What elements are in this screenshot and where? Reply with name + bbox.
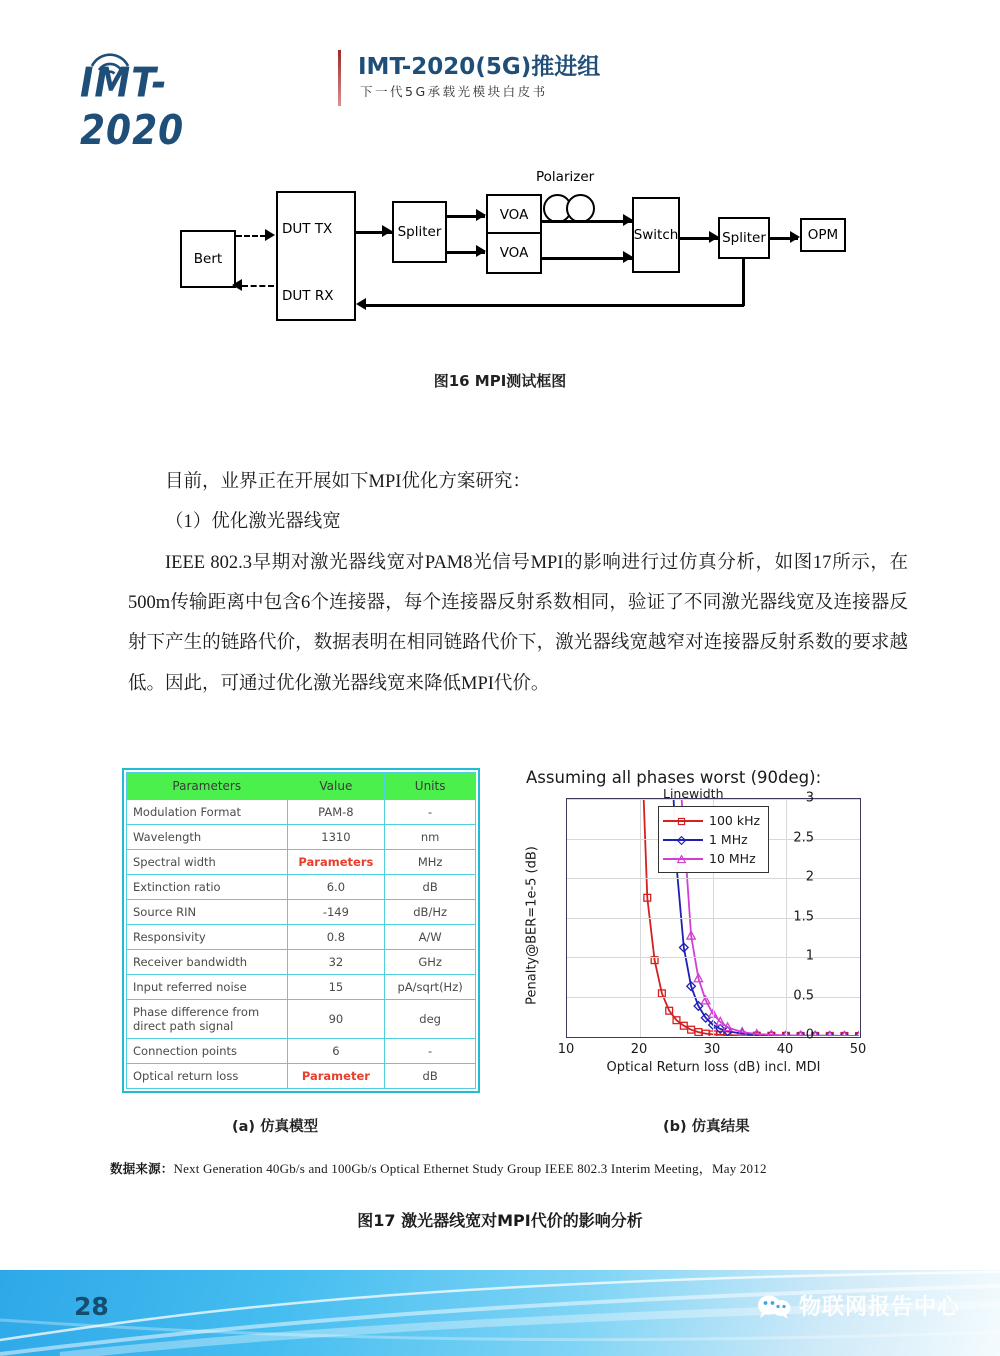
cell-value: 1310 [287,825,385,850]
chart-y-tick-label: 0 [805,1027,814,1043]
chart-legend-item [663,811,760,830]
diagram-label-dut-tx: DUT TX [282,221,333,237]
figure17-caption: 图17 激光器线宽对MPI代价的影响分析 [357,1211,643,1230]
cell-units: dB/Hz [385,900,476,925]
feedback-line-horizontal [366,304,744,307]
table-row [127,1039,476,1064]
paragraph-item-1-title: （1）优化激光器线宽 [165,512,341,533]
chart-x-tick-label: 30 [703,1042,721,1057]
mpi-test-block-diagram [170,169,840,340]
chart-y-tick-label: 2.5 [793,830,814,845]
chart-legend-marker [677,817,686,826]
cell-units: dB [385,875,476,900]
arrow-spliter2-to-opm [790,231,800,243]
diagram-block-switch: Switch [632,197,680,273]
chart-data-point [678,818,684,824]
diagram-label-polarizer: Polarizer [536,169,595,185]
cell-value: 15 [287,975,385,1000]
chart-x-tick-label: 50 [849,1042,867,1057]
source-note-text: Next Generation 40Gb/s and 100Gb/s Optical Ethernet Study Group IEEE 802.3 Interim Meeting，May 2012 [173,1161,767,1176]
column-header-units: Units [385,773,476,800]
column-header-parameters: Parameters [127,773,288,800]
diagram-block-bert: Bert [180,230,236,288]
link-bert-to-dut-tx [236,235,266,237]
chart-legend-item [663,830,760,849]
cell-units: GHz [385,950,476,975]
diagram-block-voa-bottom: VOA [486,232,542,274]
diagram-block-spliter1: Spliter [392,201,447,263]
subcaption-b: (b) 仿真结果 [663,1119,750,1135]
link-voa-top-to-switch [542,220,632,223]
diagram-block-voa-top: VOA [486,194,542,236]
cell-units: - [385,800,476,825]
cell-parameter: Connection points [127,1039,288,1064]
header-divider [338,50,341,106]
cell-parameter: Phase difference from direct path signal [127,1000,288,1039]
table-header-row [127,773,476,800]
table-row [127,875,476,900]
cell-parameter: Optical return loss [127,1064,288,1089]
cell-parameter: Modulation Format [127,800,288,825]
page-number: 28 [74,1292,109,1321]
chart-data-point [678,836,686,844]
wechat-watermark [757,1290,960,1321]
chart-x-tick-label: 10 [557,1042,575,1057]
cell-parameter: Wavelength [127,825,288,850]
polarizer-loop-2 [566,194,595,223]
cell-value: 0.8 [287,925,385,950]
feedback-line-vertical [742,259,745,306]
table-row [127,900,476,925]
logo-wordmark: IMT-2020 [80,59,185,155]
table-row [127,975,476,1000]
chart-gridline-vertical [640,799,641,1037]
diagram-block-opm: OPM [800,218,846,252]
column-header-value: Value [287,773,385,800]
chart-legend-label: 10 MHz [709,851,756,866]
table-row [127,850,476,875]
arrow-spliter1-to-voa-top [476,209,486,221]
cell-value: 90 [287,1000,385,1039]
cell-units: dB [385,1064,476,1089]
cell-parameter: Source RIN [127,900,288,925]
chart-legend-marker [677,855,686,864]
cell-parameter: Responsivity [127,925,288,950]
cell-units: - [385,1039,476,1064]
table-row [127,825,476,850]
body-text-container [128,462,908,704]
chart-legend [658,806,769,873]
page-footer [0,1270,1000,1356]
cell-value: 6 [287,1039,385,1064]
chart-legend-title: Linewidth [663,786,724,801]
cell-value: Parameters [287,850,385,875]
wechat-account-name: 物联网报告中心 [798,1295,960,1320]
table-row [127,1064,476,1089]
paragraph-item-1-detail: IEEE 802.3早期对激光器线宽对PAM8光信号MPI的影响进行过仿真分析，如图17所示，在500m传输距离中包含6个连接器，每个连接器反射系数相同，验证了不同激光器线宽及连接器反射下产生的链路代价，数据表明在相同链路代价下，激光器线宽越窄对连接器反射系数的要求越低。因此，可通过优化激光器线宽来降低MPI代价。 [128,552,908,694]
table-row [127,1000,476,1039]
chart-data-point [678,855,686,862]
header-subtitle: 下一代5G承载光模块白皮书 [360,84,548,99]
chart-title: Assuming all phases worst (90deg): [526,768,822,787]
wechat-icon [757,1292,791,1320]
cell-units: pA/sqrt(Hz) [385,975,476,1000]
chart-legend-item [663,849,760,868]
diagram-label-dut-rx: DUT RX [282,288,334,304]
mpi-penalty-chart [498,768,888,1088]
cell-units: nm [385,825,476,850]
cell-value: 32 [287,950,385,975]
cell-parameter: Spectral width [127,850,288,875]
chart-legend-swatch [663,834,703,846]
chart-y-tick-label: 2 [805,869,814,885]
link-voa-bottom-to-switch [542,257,632,260]
cell-units: deg [385,1000,476,1039]
chart-y-tick-label: 3 [805,790,814,806]
cell-units: MHz [385,850,476,875]
arrow-dut-rx-to-bert [232,279,242,291]
arrow-bert-to-dut-tx [265,229,275,241]
simulation-parameters-table [122,768,480,1093]
chart-legend-label: 100 kHz [709,813,761,828]
chart-x-axis-label: Optical Return loss (dB) incl. MDI [606,1060,821,1075]
cell-value: -149 [287,900,385,925]
source-note-label: 数据来源： [110,1161,174,1176]
source-note [110,1158,890,1177]
cell-parameter: Receiver bandwidth [127,950,288,975]
diagram-block-spliter2: Spliter [718,217,770,259]
arrow-dut-to-spliter1 [382,225,392,237]
table-row [127,925,476,950]
chart-legend-swatch [663,853,703,865]
cell-value: Parameter [287,1064,385,1089]
chart-y-tick-label: 0.5 [793,988,814,1003]
arrow-spliter1-to-voa-bottom [476,245,486,257]
cell-value: PAM-8 [287,800,385,825]
figure16-caption: 图16 MPI测试框图 [433,372,567,390]
chart-y-tick-label: 1.5 [793,909,814,924]
chart-y-axis-label: Penalty@BER=1e-5 (dB) [524,846,540,1005]
cell-units: A/W [385,925,476,950]
chart-legend-label: 1 MHz [709,832,748,847]
page-header [80,40,920,155]
chart-y-tick-label: 1 [805,948,814,964]
subcaption-a: (a) 仿真模型 [232,1119,319,1135]
cell-parameter: Input referred noise [127,975,288,1000]
cell-value: 6.0 [287,875,385,900]
chart-x-tick-label: 40 [776,1042,794,1057]
chart-legend-swatch [663,815,703,827]
imt-2020-logo [80,46,265,155]
arrow-feedback-to-dut-rx [356,298,366,310]
cell-parameter: Extinction ratio [127,875,288,900]
header-title: IMT-2020(5G)推进组 [358,54,601,80]
link-dut-rx-to-bert [242,285,274,287]
chart-legend-marker [677,836,686,845]
chart-x-tick-label: 20 [630,1042,648,1057]
paragraph-intro: 目前，业界正在开展如下MPI优化方案研究： [165,472,531,492]
table-row [127,800,476,825]
table-row [127,950,476,975]
